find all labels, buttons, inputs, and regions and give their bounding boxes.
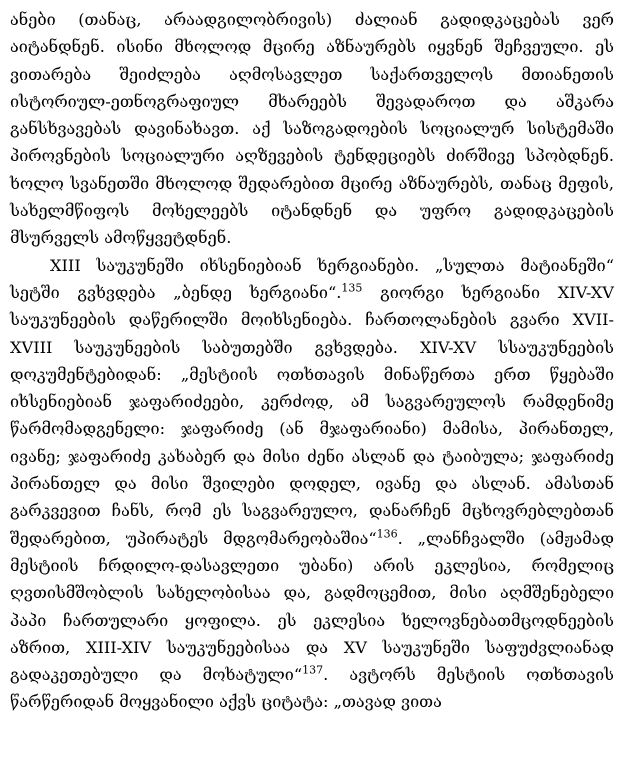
- paragraph-1: [10, 6, 614, 252]
- footnote-ref: 137: [302, 663, 324, 677]
- paragraph-2: [10, 252, 614, 716]
- text-run: ანები (თანაც, არაადგილობრივის) ძალიან გადიდკაცებას ვერ აიტანდნენ. ისინი მხოლოდ მცირე აზნაურებს იყვნენ შეჩვეული. ეს ვითარება შეიძლება აღმოსავლეთ საქართველოს მთიანეთის ისტორიულ-ეთნოგრაფიულ მხარეებს შევადაროთ და აშკარა განსხვავებას დავინახავთ. აქ საზოგადოების სოციალურ სისტემაში პიროვნების სოციალური აღზევების ტენდეციებს ძირშივე სპობდნენ. ხოლო სვანეთში მხოლოდ შედარებით მცირე აზნაურებს, თანაც მეფის, სახელმწიფოს მოხელეებს იტანდნენ და უფრო გადიდკაცების მსურველს ამოწყვეტდნენ.: [10, 10, 614, 248]
- text-run: . ავტორს მესტიის ოთხთავის წარწერიდან მოყვანილი აქვს ციტატა: „თავად ვითა: [10, 665, 614, 712]
- text-run: XIII საუკუნეში იხსენიებიან ხერგიანები. „სულთა მატიანეში“ სეტში გვხვდება „ბენდე ხერგიანი“.: [10, 255, 614, 302]
- text-run: გიორგი ხერგიანი XIV-XV საუკუნეების დაწერილში მოიხსენიება. ჩართოლანების გვარი XVII-XVIII საუკუნეების საბუთებში გვხვდება. XIV-XV სსაუკუნეების დოკუმენტებიდან: „მესტიის ოთხთავის მინაწერთა ერთ წყებაში იხსენიებიან ჯაფარიძეები, კერძოდ, ამ საგვარეულოს რამდენიმე წარმომადგენელი: ჯაფარიძე (ან მჯაფარიანი) მამისა, პირანთელ, ივანე; ჯაფარიძე კახაბერ და მისი ძენი ასლან და ტაიბულა; ჯაფარიძე პირანთელ და მისი შვილები დოდელ, ივანე და ასლან. ამასთან გარკვევით ჩანს, რომ ეს საგვარეულო, დანარჩენ მცხოვრებლებთან შედარებით, უპირატეს მდგომარეობაშია“: [10, 282, 614, 548]
- text-run: . „ლანჩვალში (ამჟამად მესტიის ჩრდილო-დასავლეთი უბანი) არის ეკლესია, რომელიც ღვთისმშობლის სახელობისაა და, გადმოცემით, მისი აღმშენებელი პაპი ჩართულარი ყოფილა. ეს ეკლესია ხელოვნებათმცოდნეების აზრით, XIII-XIV საუკუნეებისაა და XV საუკუნეში საფუძვლიანად გადაკეთებული და მოხატული“: [10, 528, 614, 685]
- footnote-ref: 135: [341, 281, 363, 295]
- footnote-ref: 136: [376, 527, 398, 541]
